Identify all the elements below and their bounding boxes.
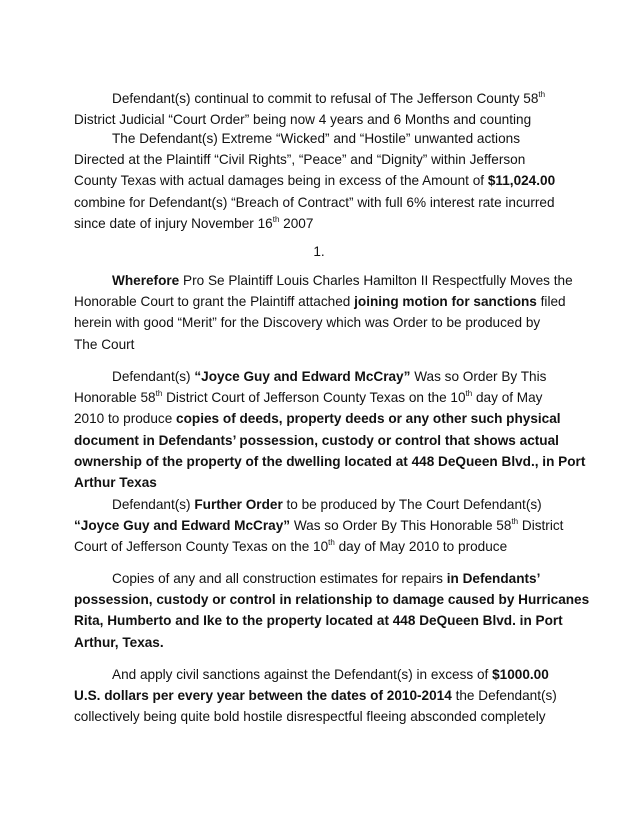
paragraph-deeds-order: Defendant(s) “Joyce Guy and Edward McCray” Was so Order By This Honorable 58th District Court of Jefferson County Texas on the 10th day of May 2010 to produce copies of deeds, property deeds or any other such physical document in Defendants’ possession, custody or control that shows actual ownership of the property of the dwelling located at 448 DeQueen Blvd., in Port Arthur Texas <box>74 369 586 491</box>
paragraph-further-order: Defendant(s) Further Order to be produced by The Court Defendant(s) “Joyce Guy and Edward McCray” Was so Order By This Honorable 58th District Court of Jefferson County Texas on the 10th day of May 2010 to produce <box>74 497 564 555</box>
paragraph-civil-sanctions: And apply civil sanctions against the Defendant(s) in excess of $1000.00 U.S. dollars per every year between the dates of 2010-2014 the Defendant(s) collectively being quite bold hostile disrespectful fleeing absconded completely <box>74 667 557 725</box>
sanctions-amount: $1000.00 <box>492 667 549 682</box>
paragraph-damages: The Defendant(s) Extreme “Wicked” and “Hostile” unwanted actions Directed at the Plaintiff “Civil Rights”, “Peace” and “Dignity” within Jefferson County Texas with actual damages being in excess of the Amount of $11,024.00 combine for Defendant(s) “Breach of Contract” with full 6% interest rate incurred since date of injury November 16th 2007 <box>74 131 556 231</box>
damages-amount: $11,024.00 <box>487 173 556 189</box>
section-number: 1. <box>313 244 325 259</box>
paragraph-wherefore: Wherefore Pro Se Plaintiff Louis Charles Hamilton II Respectfully Moves the Honorable Court to grant the Plaintiff attached joining motion for sanctions filed herein with good “Merit” for the Discovery which was Order to be produced by The Court <box>74 273 573 352</box>
paragraph-court-order-refusal: Defendant(s) continual to commit to refusal of The Jefferson County 58th District Judicial “Court Order” being now 4 years and 6 Months and counting <box>74 90 546 128</box>
paragraph-construction-estimates: Copies of any and all construction estimates for repairs in Defendants’ possession, custody or control in relationship to damage caused by Hurricanes Rita, Humberto and Ike to the property located at 448 DeQueen Blvd. in Port Arthur, Texas. <box>74 571 590 650</box>
